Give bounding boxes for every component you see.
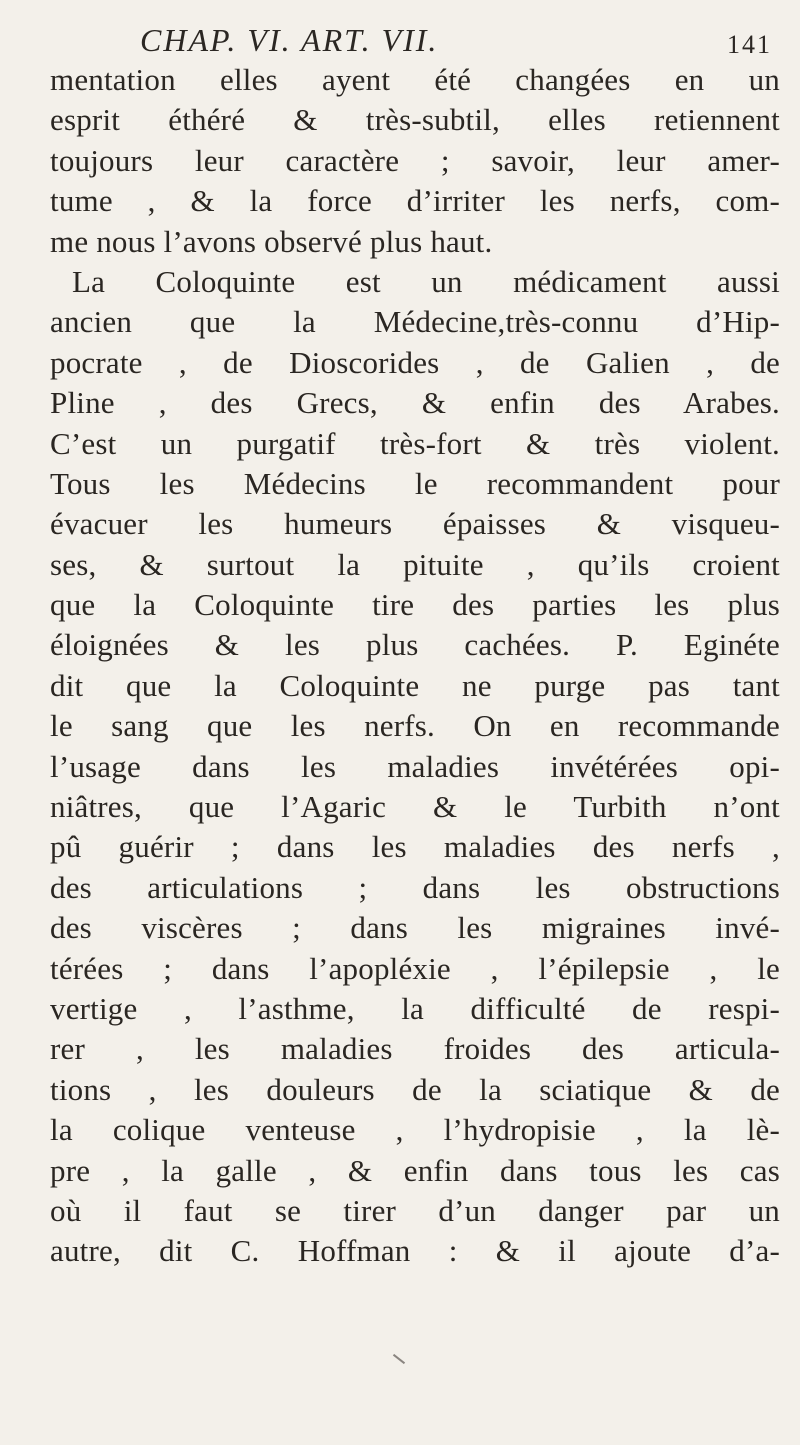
text-line: vertige , l’asthme, la difficulté de respi- (50, 990, 780, 1026)
text-line: l’usage dans les maladies invétérées opi- (50, 748, 780, 784)
text-line: niâtres, que l’Agaric & le Turbith n’ont (50, 789, 780, 825)
text-line: ses, & surtout la pituite , qu’ils croient (50, 546, 780, 582)
text-line: la colique venteuse , l’hydropisie , la lè- (50, 1112, 780, 1148)
text-line: tions , les douleurs de la sciatique & de (50, 1071, 780, 1107)
text-line: des articulations ; dans les obstructions (50, 869, 780, 905)
ink-mark (393, 1354, 405, 1364)
text-line: dit que la Coloquinte ne purge pas tant (50, 667, 780, 703)
text-line: que la Coloquinte tire des parties les plus (50, 587, 780, 623)
text-line: évacuer les humeurs épaisses & visqueu- (50, 506, 780, 542)
page-number: 141 (727, 30, 772, 59)
text-line: mentation elles ayent été changées en un (50, 62, 780, 97)
text-line: Pline , des Grecs, & enfin des Arabes. (50, 385, 780, 421)
text-line: pû guérir ; dans les maladies des nerfs , (50, 829, 780, 865)
text-line: térées ; dans l’apopléxie , l’épilepsie , le (50, 950, 780, 986)
text-line: ancien que la Médecine,très-connu d’Hip- (50, 304, 780, 340)
text-line: pre , la galle , & enfin dans tous les cas (50, 1152, 780, 1188)
text-line: esprit éthéré & très-subtil, elles retiennent (50, 102, 780, 138)
text-line: me nous l’avons observé plus haut. (50, 223, 493, 259)
text-line: tume , & la force d’irriter les nerfs, com- (50, 183, 780, 219)
text-line: autre, dit C. Hoffman : & il ajoute d’a- (50, 1233, 780, 1269)
text-line: toujours leur caractère ; savoir, leur amer- (50, 142, 780, 178)
body-text (50, 60, 780, 1272)
running-title: CHAP. VI. ART. VII. (140, 22, 439, 58)
text-line: pocrate , de Dioscorides , de Galien , de (50, 344, 780, 380)
text-line: des viscères ; dans les migraines invé- (50, 910, 780, 946)
text-line: rer , les maladies froides des articula- (50, 1031, 780, 1067)
text-line: le sang que les nerfs. On en recommande (50, 708, 780, 744)
text-line: C’est un purgatif très-fort & très violent. (50, 425, 780, 461)
text-line: où il faut se tirer d’un danger par un (50, 1192, 780, 1228)
text-line: éloignées & les plus cachées. P. Eginéte (50, 627, 780, 663)
text-line: La Coloquinte est un médicament aussi (72, 263, 780, 299)
text-line: Tous les Médecins le recommandent pour (50, 465, 780, 501)
